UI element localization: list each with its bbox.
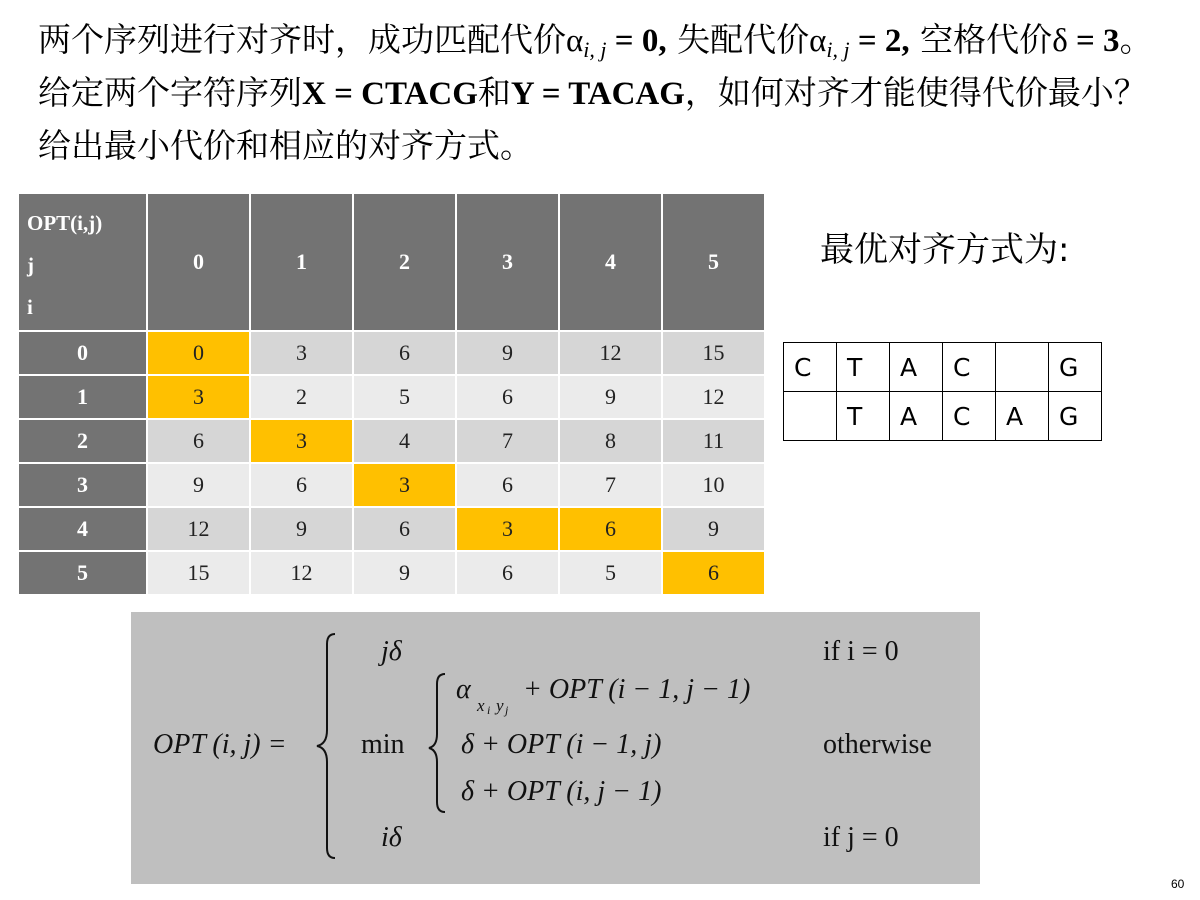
opt-corner-cell — [18, 193, 147, 331]
table-cell: 6 — [456, 375, 559, 419]
inner-brace — [429, 674, 445, 812]
formula-case-1: jδ — [381, 636, 402, 667]
alpha-symbol: α — [566, 23, 584, 59]
col-header: 5 — [662, 193, 765, 331]
table-cell: 9 — [147, 463, 250, 507]
table-cell-highlighted: 0 — [147, 331, 250, 375]
table-cell: 7 — [559, 463, 662, 507]
table-cell-highlighted: 3 — [456, 507, 559, 551]
formula-cond-1: if i = 0 — [823, 636, 899, 667]
alignment-cell: G — [1049, 392, 1102, 441]
table-cell: 5 — [559, 551, 662, 595]
row-header: 2 — [18, 419, 147, 463]
gap-cost: = 3 — [1067, 23, 1120, 59]
row-header: 3 — [18, 463, 147, 507]
alignment-cell: A — [890, 392, 943, 441]
formula-min-term-1: + OPT (i − 1, j − 1) — [523, 674, 751, 705]
corner-label-j: j — [27, 253, 34, 277]
table-cell: 9 — [353, 551, 456, 595]
corner-label-opt: OPT(i,j) — [27, 211, 103, 235]
table-row — [18, 507, 765, 551]
alignment-cell — [996, 343, 1049, 392]
table-cell: 12 — [147, 507, 250, 551]
table-cell: 7 — [456, 419, 559, 463]
table-cell: 9 — [456, 331, 559, 375]
table-cell: 9 — [250, 507, 353, 551]
formula-lhs: OPT (i, j) = — [153, 729, 287, 760]
table-cell: 12 — [250, 551, 353, 595]
formula-alpha: α — [456, 674, 471, 705]
row-header: 0 — [18, 331, 147, 375]
formula-case-3: iδ — [381, 822, 402, 853]
table-cell-highlighted: 3 — [147, 375, 250, 419]
table-cell: 6 — [147, 419, 250, 463]
row-header: 4 — [18, 507, 147, 551]
alignment-row-y — [784, 392, 1102, 441]
alignment-cell: C — [943, 392, 996, 441]
table-cell-highlighted: 3 — [250, 419, 353, 463]
col-header: 3 — [456, 193, 559, 331]
table-cell: 11 — [662, 419, 765, 463]
col-header: 0 — [147, 193, 250, 331]
col-header: 4 — [559, 193, 662, 331]
problem-text-6: ，如何对齐才能使得代价最小？给出最小代价和相应的对齐方式。 — [38, 73, 1147, 165]
match-cost: = 0, — [606, 23, 667, 59]
alpha-subscript: i, j — [583, 37, 607, 62]
problem-text-5: 和 — [477, 73, 511, 112]
table-cell: 9 — [559, 375, 662, 419]
formula-min-term-2: δ + OPT (i − 1, j) — [461, 729, 662, 760]
table-cell: 6 — [353, 331, 456, 375]
alignment-cell — [784, 392, 837, 441]
alignment-title: 最优对齐方式为: — [820, 230, 1070, 270]
problem-text-1: 两个序列进行对齐时，成功匹配代价 — [38, 20, 566, 59]
alignment-cell: G — [1049, 343, 1102, 392]
alpha-symbol-2: α — [809, 23, 827, 59]
page-number: 60 — [1171, 877, 1185, 891]
problem-text-4: 。给定两个字符序列 — [38, 20, 1153, 112]
formula-cond-3: if j = 0 — [823, 822, 899, 853]
formula-alpha-sub-i: i — [487, 703, 491, 717]
delta-symbol: δ — [1052, 23, 1068, 59]
sequence-x: X = CTACG — [302, 76, 478, 112]
formula-alpha-sub-y: y — [496, 696, 504, 715]
alignment-cell: A — [890, 343, 943, 392]
table-row — [18, 375, 765, 419]
alignment-row-x — [784, 343, 1102, 392]
table-cell-highlighted: 3 — [353, 463, 456, 507]
table-cell: 15 — [147, 551, 250, 595]
sequence-y: Y = TACAG — [510, 76, 685, 112]
table-cell: 10 — [662, 463, 765, 507]
table-cell: 6 — [456, 463, 559, 507]
row-header: 5 — [18, 551, 147, 595]
corner-label-i: i — [27, 295, 33, 319]
alignment-cell: T — [837, 343, 890, 392]
table-cell: 6 — [456, 551, 559, 595]
table-cell: 9 — [662, 507, 765, 551]
table-cell: 8 — [559, 419, 662, 463]
row-header: 1 — [18, 375, 147, 419]
alignment-cell: C — [943, 343, 996, 392]
problem-text-3: 空格代价 — [909, 20, 1053, 59]
alpha-subscript-2: i, j — [826, 37, 850, 62]
formula-min-term-3: δ + OPT (i, j − 1) — [461, 776, 662, 807]
table-cell: 5 — [353, 375, 456, 419]
table-cell: 12 — [559, 331, 662, 375]
problem-text-2: 失配代价 — [666, 20, 810, 59]
formula-alpha-sub-x: x — [477, 696, 485, 715]
table-cell-highlighted: 6 — [559, 507, 662, 551]
table-cell: 15 — [662, 331, 765, 375]
col-header: 1 — [250, 193, 353, 331]
table-cell: 4 — [353, 419, 456, 463]
mismatch-cost: = 2, — [849, 23, 910, 59]
table-row — [18, 331, 765, 375]
formula-cond-2: otherwise — [823, 729, 932, 760]
formula-alpha-sub-j: j — [505, 703, 509, 717]
opt-header-row — [18, 193, 765, 331]
table-cell-highlighted: 6 — [662, 551, 765, 595]
outer-brace — [317, 634, 335, 858]
col-header: 2 — [353, 193, 456, 331]
formula-min: min — [361, 729, 405, 760]
table-cell: 6 — [250, 463, 353, 507]
alignment-cell: A — [996, 392, 1049, 441]
problem-statement — [38, 14, 1168, 172]
table-row — [18, 463, 765, 507]
table-cell: 3 — [250, 331, 353, 375]
table-cell: 6 — [353, 507, 456, 551]
table-row — [18, 419, 765, 463]
alignment-table — [783, 342, 1102, 441]
alignment-cell: C — [784, 343, 837, 392]
table-cell: 2 — [250, 375, 353, 419]
opt-dp-table — [17, 192, 766, 596]
alignment-cell: T — [837, 392, 890, 441]
recurrence-formula — [131, 612, 980, 884]
table-row — [18, 551, 765, 595]
table-cell: 12 — [662, 375, 765, 419]
